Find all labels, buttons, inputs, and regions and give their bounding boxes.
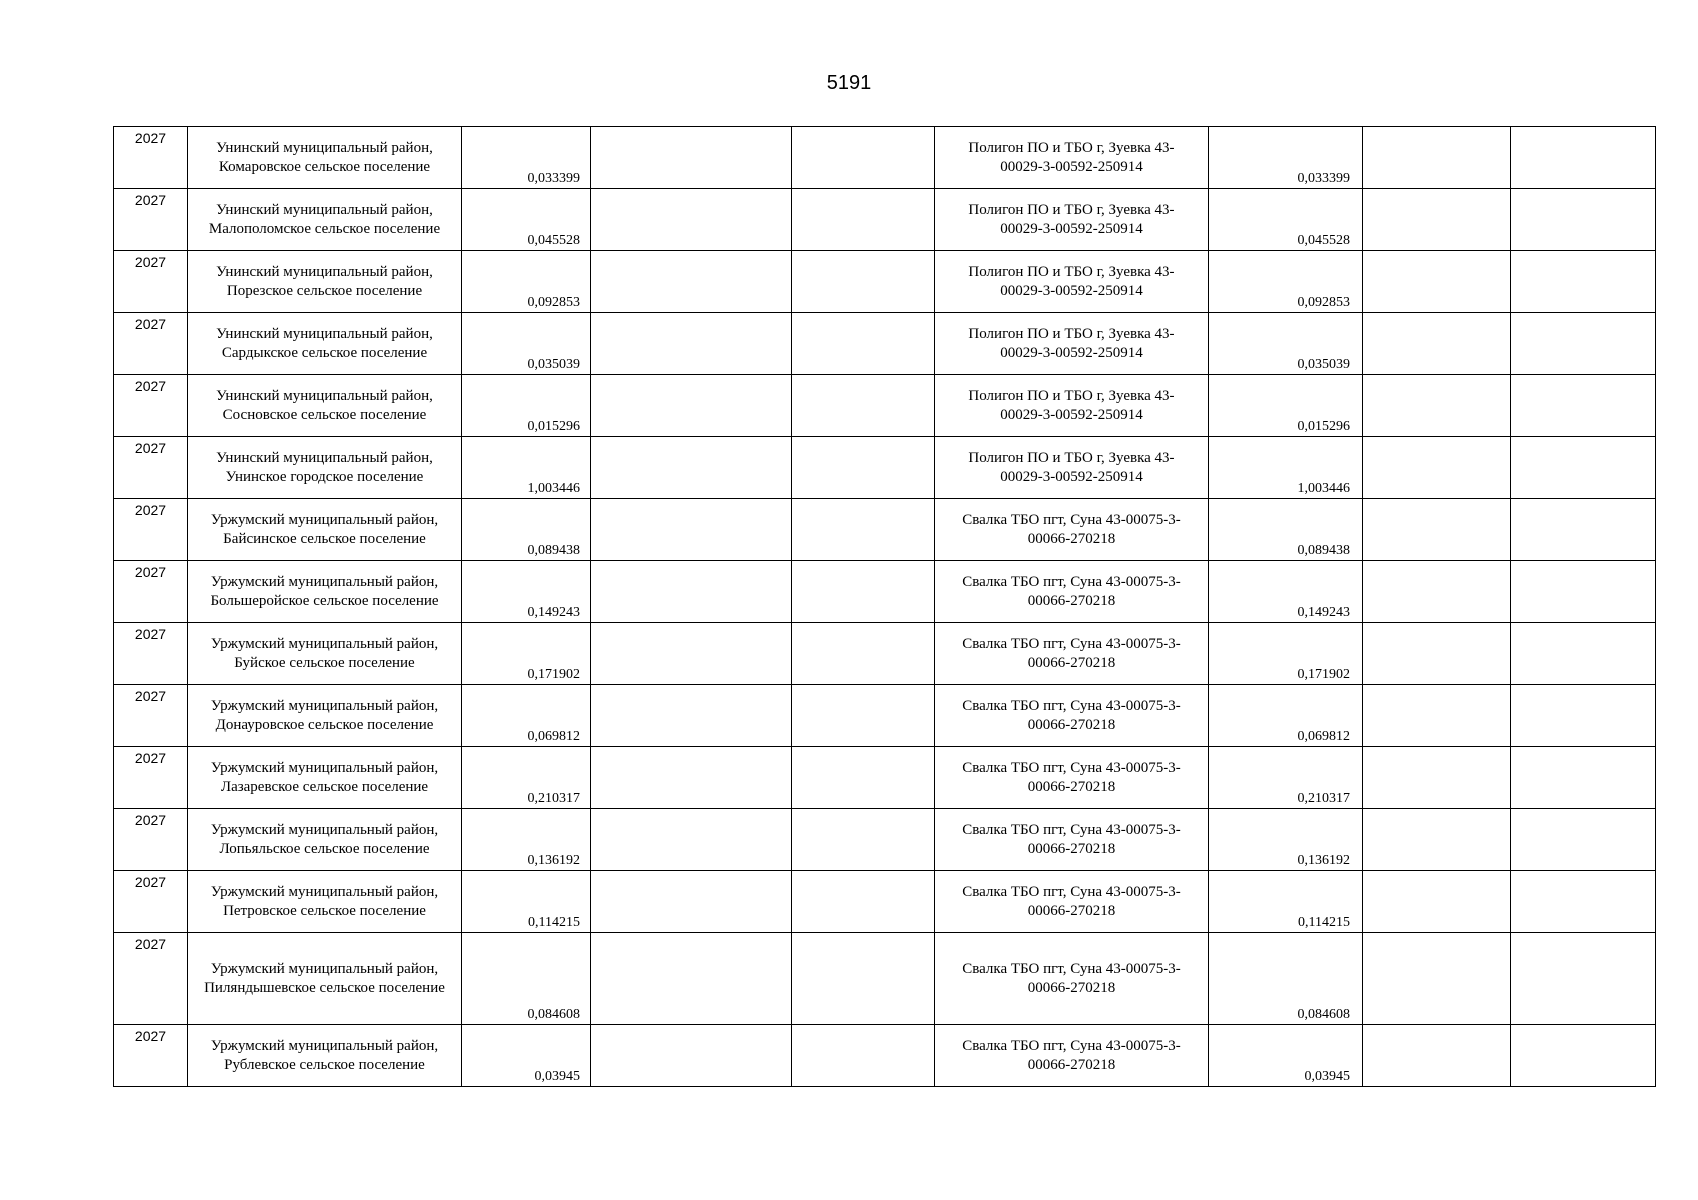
facility-name: Свалка ТБО пгт, Суна 43-00075-3-00066-270218 — [962, 635, 1181, 671]
year-cell: 2027 — [134, 502, 167, 518]
table-row — [114, 1025, 1656, 1087]
settlement-name: Унинский муниципальный район, Малополомское сельское поселение — [208, 201, 441, 237]
facility-volume-value: 0,114215 — [1298, 915, 1350, 930]
facility-volume-value: 0,084608 — [1297, 1007, 1350, 1022]
settlement-name: Уржумский муниципальный район, Буйское сельское поселение — [210, 635, 439, 671]
year-cell: 2027 — [134, 254, 167, 270]
table-row — [114, 127, 1656, 189]
volume-value: 0,149243 — [527, 605, 580, 620]
volume-value: 0,210317 — [527, 791, 580, 806]
facility-volume-value: 1,003446 — [1297, 481, 1350, 496]
facility-name: Свалка ТБО пгт, Суна 43-00075-3-00066-270218 — [962, 697, 1181, 733]
volume-value: 0,136192 — [527, 853, 580, 868]
volume-value: 0,089438 — [527, 543, 580, 558]
table-row — [114, 809, 1656, 871]
facility-name: Полигон ПО и ТБО г, Зуевка 43-00029-3-00592-250914 — [968, 201, 1175, 237]
facility-volume-value: 0,045528 — [1297, 233, 1350, 248]
facility-name: Свалка ТБО пгт, Суна 43-00075-3-00066-270218 — [962, 883, 1181, 919]
year-cell: 2027 — [134, 130, 167, 146]
year-cell: 2027 — [134, 440, 167, 456]
table-row — [114, 437, 1656, 499]
settlement-name: Унинский муниципальный район, Комаровское сельское поселение — [216, 139, 433, 175]
settlement-name: Уржумский муниципальный район, Рублевское сельское поселение — [210, 1037, 439, 1073]
year-cell: 2027 — [134, 874, 167, 890]
facility-name: Свалка ТБО пгт, Суна 43-00075-3-00066-270218 — [962, 759, 1181, 795]
settlement-name: Уржумский муниципальный район, Байсинское сельское поселение — [210, 511, 439, 547]
table-row — [114, 189, 1656, 251]
facility-volume-value: 0,015296 — [1297, 419, 1350, 434]
settlement-name: Унинский муниципальный район, Унинское городское поселение — [216, 449, 433, 485]
facility-volume-value: 0,210317 — [1297, 791, 1350, 806]
volume-value: 0,033399 — [527, 171, 580, 186]
facility-volume-value: 0,089438 — [1297, 543, 1350, 558]
page-number: 5191 — [826, 72, 872, 94]
settlement-name: Уржумский муниципальный район, Петровское сельское поселение — [210, 883, 439, 919]
table-row — [114, 747, 1656, 809]
table-row — [114, 933, 1656, 1025]
settlement-name: Уржумский муниципальный район, Лазаревское сельское поселение — [210, 759, 439, 795]
year-cell: 2027 — [134, 936, 167, 952]
table-row — [114, 561, 1656, 623]
facility-name: Свалка ТБО пгт, Суна 43-00075-3-00066-270218 — [962, 573, 1181, 609]
table-row — [114, 623, 1656, 685]
volume-value: 0,015296 — [527, 419, 580, 434]
facility-volume-value: 0,136192 — [1297, 853, 1350, 868]
facility-volume-value: 0,171902 — [1297, 667, 1350, 682]
settlement-name: Унинский муниципальный район, Сардыкское сельское поселение — [216, 325, 433, 361]
volume-value: 0,092853 — [527, 295, 580, 310]
table-row — [114, 251, 1656, 313]
facility-volume-value: 0,035039 — [1297, 357, 1350, 372]
settlement-name: Уржумский муниципальный район, Лопьяльское сельское поселение — [210, 821, 439, 857]
year-cell: 2027 — [134, 1028, 167, 1044]
facility-name: Свалка ТБО пгт, Суна 43-00075-3-00066-270218 — [962, 1037, 1181, 1073]
facility-name: Свалка ТБО пгт, Суна 43-00075-3-00066-270218 — [962, 821, 1181, 857]
year-cell: 2027 — [134, 378, 167, 394]
facility-name: Свалка ТБО пгт, Суна 43-00075-3-00066-270218 — [962, 511, 1181, 547]
year-cell: 2027 — [134, 750, 167, 766]
settlement-name: Унинский муниципальный район, Сосновское сельское поселение — [216, 387, 433, 423]
facility-name: Свалка ТБО пгт, Суна 43-00075-3-00066-270218 — [962, 960, 1181, 996]
facility-volume-value: 0,03945 — [1304, 1069, 1350, 1084]
table-row — [114, 499, 1656, 561]
table-row — [114, 871, 1656, 933]
facility-name: Полигон ПО и ТБО г, Зуевка 43-00029-3-00592-250914 — [968, 325, 1175, 361]
volume-value: 0,084608 — [527, 1007, 580, 1022]
year-cell: 2027 — [134, 626, 167, 642]
facility-name: Полигон ПО и ТБО г, Зуевка 43-00029-3-00592-250914 — [968, 449, 1175, 485]
facility-name: Полигон ПО и ТБО г, Зуевка 43-00029-3-00592-250914 — [968, 387, 1175, 423]
facility-volume-value: 0,092853 — [1297, 295, 1350, 310]
volume-value: 0,069812 — [527, 729, 580, 744]
data-table — [113, 126, 1656, 1087]
table-row — [114, 375, 1656, 437]
volume-value: 0,03945 — [534, 1069, 580, 1084]
year-cell: 2027 — [134, 812, 167, 828]
year-cell: 2027 — [134, 192, 167, 208]
volume-value: 0,035039 — [527, 357, 580, 372]
facility-name: Полигон ПО и ТБО г, Зуевка 43-00029-3-00592-250914 — [968, 263, 1175, 299]
table-row — [114, 313, 1656, 375]
volume-value: 0,045528 — [527, 233, 580, 248]
settlement-name: Уржумский муниципальный район, Донауровское сельское поселение — [210, 697, 439, 733]
settlement-name: Уржумский муниципальный район, Большеройское сельское поселение — [210, 573, 439, 609]
facility-volume-value: 0,149243 — [1297, 605, 1350, 620]
year-cell: 2027 — [134, 316, 167, 332]
year-cell: 2027 — [134, 564, 167, 580]
volume-value: 1,003446 — [527, 481, 580, 496]
year-cell: 2027 — [134, 688, 167, 704]
facility-name: Полигон ПО и ТБО г, Зуевка 43-00029-3-00592-250914 — [968, 139, 1175, 175]
facility-volume-value: 0,069812 — [1297, 729, 1350, 744]
volume-value: 0,114215 — [528, 915, 580, 930]
settlement-name: Унинский муниципальный район, Порезское сельское поселение — [216, 263, 433, 299]
facility-volume-value: 0,033399 — [1297, 171, 1350, 186]
settlement-name: Уржумский муниципальный район, Пиляндышевское сельское поселение — [204, 960, 445, 996]
table-row — [114, 685, 1656, 747]
volume-value: 0,171902 — [527, 667, 580, 682]
